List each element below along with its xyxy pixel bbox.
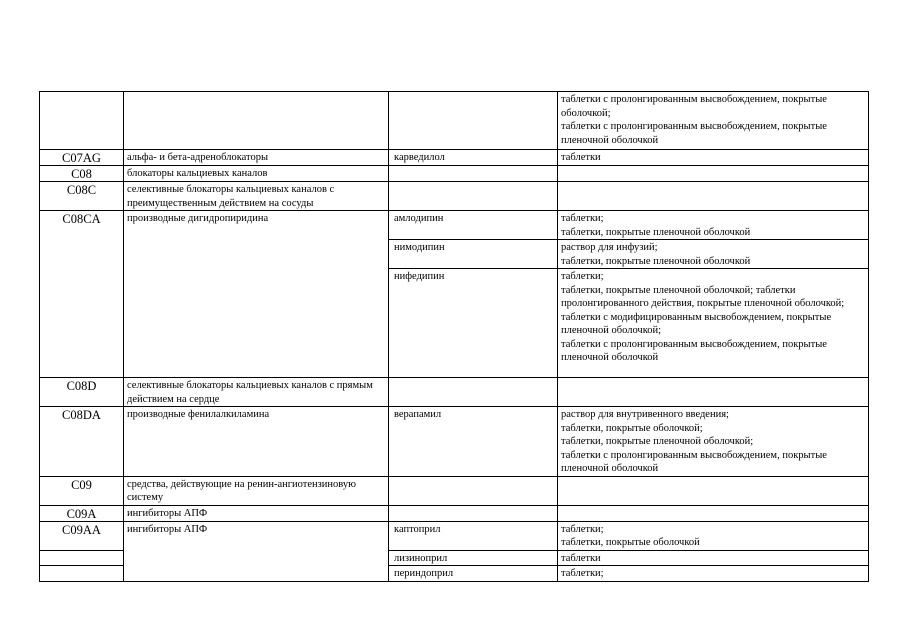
dosage-forms-cell [558,378,869,407]
drug-name-cell [389,378,558,407]
atc-code-cell: C08 [40,166,124,182]
drug-name-cell: нимодипин [389,240,558,269]
atc-code-cell: C07AG [40,150,124,166]
dosage-forms-cell [558,566,869,582]
document-page [39,91,868,582]
dosage-form-line: таблетки с пролонгированным высвобождением, покрытые оболочкой; [561,94,827,119]
table-row [40,378,869,407]
drug-table [39,91,869,582]
group-name-cell: селективные блокаторы кальциевых каналов с преимущественным действием на сосуды [124,182,389,211]
table-row [40,150,869,166]
drug-name-cell [389,92,558,150]
table-row [40,521,869,550]
dosage-form-line: таблетки с пролонгированным высвобождением, покрытые пленочной оболочкой [561,121,827,146]
dosage-form-line: таблетки; [561,568,604,579]
group-name-cell: средства, действующие на ренин-ангиотензиновую систему [124,476,389,505]
dosage-form-line: таблетки, покрытые пленочной оболочкой; таблетки пролонгированного действия, покрытые пленочной оболочкой; [561,284,845,309]
dosage-form-line: таблетки с пролонгированным высвобождением, покрытые пленочной оболочкой [561,338,827,363]
atc-code-cell: C08D [40,378,124,407]
dosage-form-line: таблетки, покрытые пленочной оболочкой [561,226,751,238]
group-name-cell: ингибиторы АПФ [124,521,389,581]
drug-name-cell [389,505,558,521]
dosage-form-line: таблетки, покрытые оболочкой; [561,422,703,434]
group-name-cell [124,92,389,150]
drug-name-cell: каптоприл [389,521,558,550]
table-row [40,92,869,150]
dosage-form-line: таблетки с пролонгированным высвобождением, покрытые пленочной оболочкой [561,449,827,474]
dosage-form-line: таблетки [561,152,601,163]
dosage-form-line: таблетки с модифицированным высвобождением, покрытые пленочной оболочкой; [561,311,832,336]
table-row [40,182,869,211]
atc-code-cell: C08CA [40,211,124,378]
dosage-form-line: таблетки, покрытые пленочной оболочкой [561,255,751,267]
group-name-cell: блокаторы кальциевых каналов [124,166,389,182]
dosage-form-line: таблетки [561,552,601,564]
group-name-cell: производные фенилалкиламина [124,407,389,477]
table-row [40,476,869,505]
drug-name-cell: периндоприл [389,566,558,582]
dosage-forms-cell [558,521,869,550]
atc-code-cell [40,550,124,566]
atc-code-cell: C08C [40,182,124,211]
group-name-cell: ингибиторы АПФ [124,505,389,521]
dosage-forms-cell [558,269,869,378]
dosage-forms-cell [558,240,869,269]
atc-code-cell [40,566,124,582]
table-row [40,211,869,240]
table-row [40,505,869,521]
dosage-form-line: таблетки, покрытые оболочкой [561,537,700,548]
dosage-form-line: таблетки; [561,523,604,535]
dosage-form-line: таблетки, покрытые пленочной оболочкой; [561,436,754,447]
table-row [40,407,869,477]
dosage-forms-cell [558,550,869,566]
drug-name-cell [389,476,558,505]
atc-code-cell: C08DA [40,407,124,477]
group-name-cell: селективные блокаторы кальциевых каналов с прямым действием на сердце [124,378,389,407]
atc-code-cell: C09 [40,476,124,505]
dosage-forms-cell [558,92,869,150]
group-name-cell: производные дигидропиридина [124,211,389,378]
atc-code-cell: C09AA [40,521,124,550]
dosage-form-line: раствор для внутривенного введения; [561,409,729,420]
drug-name-cell: амлодипин [389,211,558,240]
dosage-forms-cell [558,476,869,505]
dosage-forms-cell [558,505,869,521]
dosage-forms-cell [558,150,869,166]
dosage-forms-cell [558,407,869,477]
drug-name-cell [389,166,558,182]
dosage-form-line: таблетки; [561,213,604,224]
group-name-cell: альфа- и бета-адреноблокаторы [124,150,389,166]
dosage-forms-cell [558,182,869,211]
drug-name-cell: верапамил [389,407,558,477]
drug-name-cell: карведилол [389,150,558,166]
drug-name-cell: лизиноприл [389,550,558,566]
atc-code-cell [40,92,124,150]
drug-name-cell [389,182,558,211]
dosage-form-line: раствор для инфузий; [561,242,658,253]
dosage-forms-cell [558,166,869,182]
dosage-form-line: таблетки; [561,271,604,282]
atc-code-cell: C09A [40,505,124,521]
table-row [40,166,869,182]
drug-name-cell: нифедипин [389,269,558,378]
dosage-forms-cell [558,211,869,240]
